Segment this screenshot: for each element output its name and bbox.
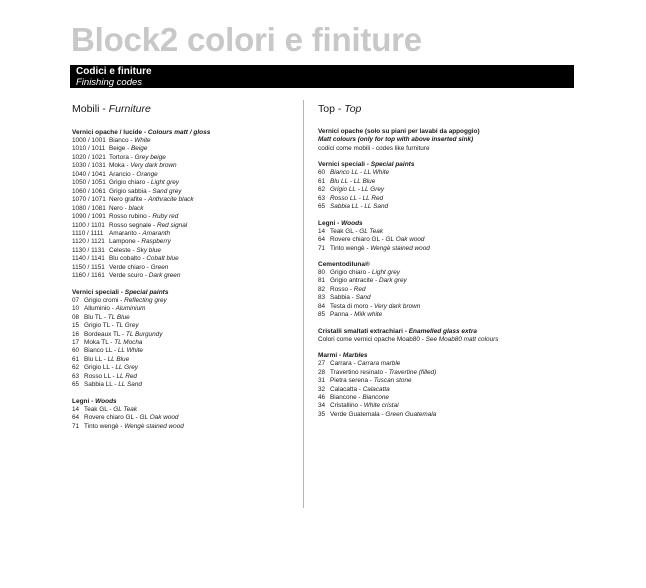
list-item [72, 322, 297, 330]
item-name-it: Celeste - [109, 246, 137, 254]
item-code: 1070 / 1071 [72, 196, 106, 204]
item-code: 1050 / 1051 [72, 179, 106, 187]
item-name-en: TL Blue [107, 313, 130, 321]
finish-section [318, 160, 574, 211]
marbles-title: Marmi - Marbles [318, 352, 368, 360]
finish-section [72, 288, 297, 390]
list-item [318, 277, 574, 285]
item-code: 84 [318, 302, 326, 310]
list-item [72, 238, 297, 246]
item-name-it: Testa di moro - [330, 302, 375, 310]
item-name-it: Rovere chiaro GL - [84, 414, 140, 422]
item-code: 63 [318, 194, 326, 202]
section-title-it: Cementodiluna® [318, 260, 370, 268]
matt-colours-subtitle: Matt colours (only for top with above inserted sink) [318, 136, 474, 144]
list-item [72, 347, 297, 355]
section-title-it: Legni - [318, 219, 342, 227]
item-name-it: Bianco - [109, 137, 135, 144]
list-item [72, 196, 297, 204]
item-name-it: Lampone - [109, 238, 142, 246]
list-item [72, 339, 297, 347]
list-item [318, 269, 574, 277]
item-name-it: Rosso LL - [84, 372, 117, 380]
item-code: 35 [318, 410, 326, 418]
item-name-it: Verde chiaro - [109, 263, 151, 271]
item-name-en: Orange [136, 170, 158, 178]
item-code: 46 [318, 393, 326, 401]
item-name-en: Calacatta [362, 385, 390, 393]
item-name-it: Verde scuro - [109, 272, 149, 280]
item-code: 65 [318, 203, 326, 211]
item-name-en: Dark grey [379, 277, 407, 285]
item-name-en: LL White [117, 347, 143, 355]
list-item [72, 145, 297, 153]
section-title [72, 288, 297, 297]
item-name-it: Nero - [109, 204, 129, 212]
item-name-en: Very dark brown [130, 162, 177, 170]
item-code: 82 [318, 285, 326, 293]
item-name-en: Sky blue [136, 246, 161, 254]
item-code: 60 [72, 347, 80, 355]
section-band [70, 65, 574, 88]
item-name-en: Green Guatemala [385, 410, 437, 418]
item-name-it: Tinto wengè - [330, 244, 371, 252]
item-name-it: Bianco LL - [84, 347, 118, 355]
list-item [72, 264, 297, 272]
list-item [318, 228, 574, 236]
item-code: 80 [318, 268, 326, 276]
list-item [318, 245, 574, 253]
item-name-it: Panna - [330, 311, 355, 319]
item-name-en: LL Red [362, 194, 384, 202]
item-name-en: LL Grey [361, 186, 385, 194]
item-name-it: Sabbia LL - [330, 203, 365, 211]
item-code: 31 [318, 377, 326, 385]
section-title [72, 128, 297, 137]
item-name-en: Biancone [362, 393, 389, 401]
page-title: Block2 colori e finiture [71, 21, 422, 58]
item-name-en: Aluminium [115, 305, 146, 313]
item-name-it: Alluminio - [84, 305, 116, 313]
item-name-it: Calacatta - [330, 385, 363, 393]
item-name-en: LL Blue [353, 177, 376, 185]
item-name-en: Amaranth [142, 229, 171, 237]
finish-section [318, 219, 574, 253]
item-name-it: Grigio cromi - [84, 296, 125, 304]
finish-section [72, 397, 297, 431]
list-item [72, 381, 297, 389]
list-item [318, 186, 574, 194]
item-name-it: Teak GL - [330, 227, 360, 235]
top-column [318, 100, 574, 424]
item-code: 63 [72, 372, 80, 380]
list-item [72, 179, 297, 187]
list-item [72, 154, 297, 162]
item-code: 64 [72, 414, 80, 422]
item-name-en: TL Burgundy [125, 330, 163, 338]
item-code: 16 [72, 330, 80, 338]
item-name-it: Rosso segnale - [109, 221, 157, 229]
item-name-it: Blu LL - [84, 355, 108, 363]
band-subtitle: Finishing codes [76, 77, 143, 88]
list-item [72, 171, 297, 179]
item-code: 1020 / 1021 [72, 153, 106, 161]
list-item [318, 394, 574, 402]
item-name-en: Red signal [156, 221, 188, 229]
list-item [318, 386, 574, 394]
list-item [318, 369, 574, 377]
item-name-en: Ruby red [152, 213, 179, 221]
item-name-en: Light grey [150, 179, 179, 187]
item-name-it: Blu LL - [330, 177, 354, 185]
item-name-en: Beige [131, 145, 148, 153]
item-name-it: Verde Guatemala - [330, 410, 386, 418]
item-name-it: Arancio - [109, 170, 137, 178]
item-code: 1110 / 1111 [72, 229, 104, 237]
enamelled-glass-section [318, 327, 574, 344]
section-title-en: Special paints [370, 161, 415, 169]
item-code: 14 [318, 227, 326, 235]
item-name-en: Carrara marble [357, 360, 401, 368]
item-name-en: Reflecting grey [124, 296, 167, 304]
matt-colours-title: Vernici opache (solo su piani per lavabi da appoggio) [318, 128, 480, 135]
item-code: 1140 / 1141 [72, 255, 105, 263]
item-code: 62 [318, 186, 326, 194]
list-item [72, 331, 297, 339]
section-title-it: Vernici opache / lucide - [72, 129, 148, 136]
list-item [72, 162, 297, 170]
band-title: Codici e finiture [76, 66, 152, 77]
item-name-en: Light grey [371, 268, 400, 276]
item-code: 1060 / 1061 [72, 187, 106, 195]
item-code: 1120 / 1121 [72, 238, 105, 246]
list-item [72, 414, 297, 422]
column-divider [303, 100, 304, 508]
furniture-column [72, 100, 297, 438]
item-code: 32 [318, 385, 326, 393]
top-heading: Top - Top [318, 103, 362, 115]
item-code: 1130 / 1131 [72, 246, 105, 254]
item-code: 83 [318, 294, 326, 302]
item-code: 71 [318, 244, 326, 252]
list-item [72, 272, 297, 280]
item-name-it: Blu cobalto - [109, 255, 147, 263]
item-code: 14 [72, 405, 80, 413]
item-code: 64 [318, 236, 326, 244]
list-item [72, 305, 297, 313]
list-item [72, 230, 297, 238]
item-name-en: LL Blue [107, 355, 130, 363]
list-item [72, 205, 297, 213]
item-name-en: LL Red [116, 372, 137, 380]
item-code: 1150 / 1151 [72, 263, 105, 271]
item-code: 60 [318, 169, 326, 177]
matt-colours-section [318, 128, 574, 153]
list-item [318, 294, 574, 302]
item-name-it: Grigio chiaro - [109, 179, 151, 187]
item-name-en: GL Teak [113, 405, 138, 413]
section-title [72, 397, 297, 406]
item-name-it: Bianco LL - [330, 169, 364, 177]
item-name-en: LL Sand [118, 381, 142, 389]
item-name-it: Sabbia - [330, 294, 356, 302]
item-code: 85 [318, 311, 326, 319]
item-code: 28 [318, 368, 326, 376]
list-item [72, 222, 297, 230]
list-item [72, 423, 297, 431]
list-item [318, 203, 574, 211]
section-title-it: Legni - [72, 397, 96, 405]
section-title [318, 260, 574, 269]
list-item [72, 188, 297, 196]
item-name-it: Blu TL - [84, 313, 108, 321]
list-item [72, 364, 297, 372]
list-item [318, 377, 574, 385]
list-item [72, 314, 297, 322]
list-item [318, 195, 574, 203]
item-name-it: Moka - [109, 162, 131, 170]
item-name-en: LL Sand [364, 203, 389, 211]
item-code: 1030 / 1031 [72, 162, 106, 170]
item-name-en: LL White [364, 169, 390, 177]
item-name-en: White cristal [363, 402, 399, 410]
list-item [72, 137, 297, 145]
item-name-it: Bordeaux TL - [84, 330, 126, 338]
list-item [72, 213, 297, 221]
item-code: 1100 / 1101 [72, 221, 105, 229]
item-name-it: Teak GL - [84, 405, 114, 413]
item-code: 34 [318, 402, 326, 410]
item-code: 61 [318, 177, 326, 185]
section-title-en: Woods [341, 219, 363, 227]
item-name-en: TL Mocha [114, 338, 143, 346]
item-name-it: Grigio LL - [84, 364, 116, 372]
section-title [318, 160, 574, 169]
section-title-en: Special paints [124, 288, 169, 296]
list-item [72, 356, 297, 364]
item-code: 10 [72, 305, 80, 313]
item-name-it: Grigio sabbia - [109, 187, 153, 195]
item-name-it: Grigio LL - [330, 186, 362, 194]
item-name-it: Travertino resinato - [330, 368, 389, 376]
item-name-en: Wengè stained wood [370, 244, 430, 252]
item-name-it: Rosso - [330, 285, 354, 293]
item-code: 07 [72, 296, 80, 304]
list-item [318, 402, 574, 410]
item-code: 1040 / 1041 [72, 170, 106, 178]
item-name-en: Sand grey [152, 187, 182, 195]
item-name-en: TL Grey [115, 322, 139, 330]
item-code: 15 [72, 322, 80, 330]
item-code: 71 [72, 422, 80, 430]
item-name-en: Travertine (filled) [388, 368, 437, 376]
item-name-en: GL Teak [359, 227, 384, 235]
item-code: 62 [72, 364, 80, 372]
item-name-it: Moka TL - [84, 338, 115, 346]
list-item [318, 236, 574, 244]
item-name-en: Wengè stained wood [124, 422, 184, 430]
finish-section [72, 128, 297, 281]
finish-section [318, 260, 574, 320]
matt-colours-note: codici come mobili - codes like furniture [318, 144, 430, 152]
item-code: 61 [72, 355, 80, 363]
item-name-en: GL Oak wood [139, 414, 179, 422]
item-code: 08 [72, 313, 80, 321]
item-name-it: Sabbia LL - [84, 381, 119, 389]
item-name-en: Very dark brown [374, 302, 421, 310]
item-name-it: Tortora - [109, 153, 135, 161]
item-name-en: Anthracite black [148, 196, 194, 204]
item-name-it: Grigio chiaro - [330, 268, 372, 276]
item-code: 17 [72, 338, 80, 346]
section-title-it: Vernici speciali - [318, 161, 371, 169]
section-title-en: Colours matt / gloss [147, 129, 211, 136]
enamelled-glass-note: Colori come vernici opache Moab80 - See Moab80 matt colours [318, 335, 499, 343]
item-name-it: Grigio TL - [84, 322, 116, 330]
item-name-it: Beige - [109, 145, 132, 153]
item-name-en: Raspberry [141, 238, 171, 246]
list-item [318, 286, 574, 294]
section-title-en: Woods [95, 397, 117, 405]
marbles-list [318, 360, 574, 419]
top-sections [318, 160, 574, 326]
item-code: 27 [318, 360, 326, 368]
item-code: 81 [318, 277, 326, 285]
list-item [72, 247, 297, 255]
item-code: 1000 / 1001 [72, 137, 106, 144]
item-name-it: Tinto wengè - [84, 422, 125, 430]
list-item [318, 178, 574, 186]
item-name-it: Pietra serena - [330, 377, 374, 385]
list-item [318, 303, 574, 311]
section-title-it: Vernici speciali - [72, 288, 125, 296]
list-item [72, 373, 297, 381]
furniture-sections [72, 128, 297, 438]
item-name-it: Amaranto - [109, 229, 143, 237]
section-title [318, 219, 574, 228]
item-code: 1160 / 1161 [72, 272, 105, 280]
item-name-en: LL Grey [115, 364, 138, 372]
item-name-it: Biancone - [330, 393, 363, 401]
item-name-en: Milk white [354, 311, 383, 319]
marbles-section [318, 351, 574, 419]
item-name-it: Nero grafite - [109, 196, 149, 204]
list-item [318, 360, 574, 368]
item-name-en: Red [353, 285, 366, 293]
item-code: 1080 / 1081 [72, 204, 106, 212]
list-item [318, 311, 574, 319]
item-name-en: GL Oak wood [385, 236, 425, 244]
list-item [72, 255, 297, 263]
enamelled-glass-title: Cristalli smaltati extrachiari - Enamelled glass extra [318, 327, 477, 335]
item-code: 1010 / 1011 [72, 145, 106, 153]
item-name-en: Sand [355, 294, 371, 302]
item-name-en: White [134, 137, 151, 144]
item-name-en: Green [150, 263, 169, 271]
item-name-it: Rovere chiaro GL - [330, 236, 386, 244]
list-item [72, 297, 297, 305]
item-name-it: Rosso LL - [330, 194, 363, 202]
list-item [318, 411, 574, 419]
item-code: 65 [72, 381, 80, 389]
item-name-en: Dark green [148, 272, 181, 280]
item-name-it: Grigio antracite - [330, 277, 380, 285]
item-name-en: Grey beige [134, 153, 166, 161]
item-name-it: Rosso rubino - [109, 213, 153, 221]
item-code: 1090 / 1091 [72, 213, 106, 221]
list-item [72, 406, 297, 414]
item-name-it: Carrara - [330, 360, 358, 368]
furniture-heading: Mobili - Furniture [72, 103, 151, 115]
item-name-en: Cobalt blue [146, 255, 179, 263]
item-name-en: Tuscan stone [373, 377, 412, 385]
item-name-it: Cristallino - [330, 402, 364, 410]
item-name-en: black [128, 204, 144, 212]
list-item [318, 169, 574, 177]
